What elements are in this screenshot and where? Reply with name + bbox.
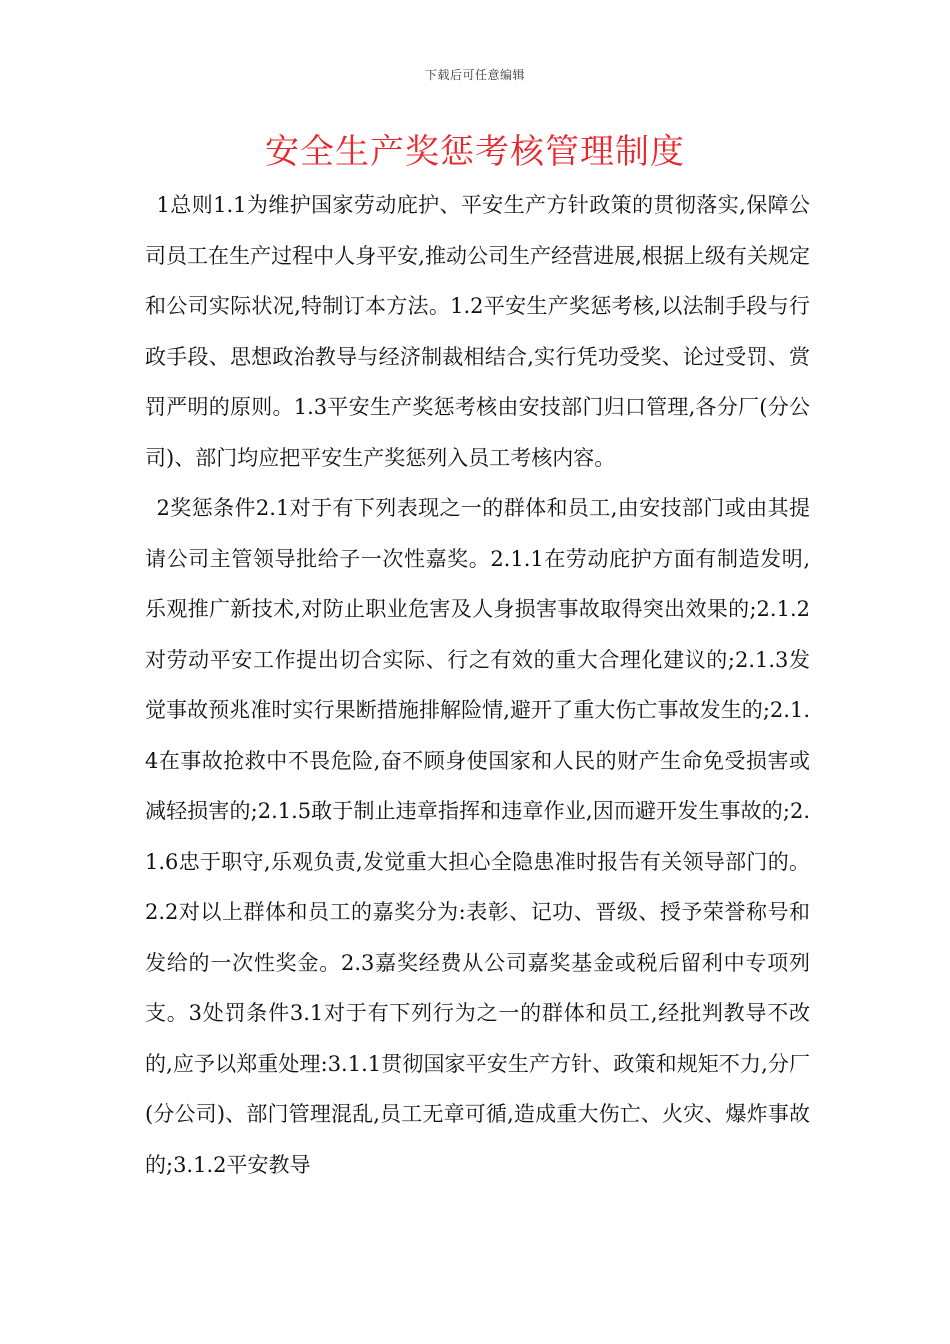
header-note: 下载后可任意编辑 bbox=[424, 68, 525, 82]
paragraph-general-provisions: 1总则1.1为维护国家劳动庇护、平安生产方针政策的贯彻落实,保障公司员工在生产过程中人身平安,推动公司生产经营进展,根据上级有关规定和公司实际状况,特制订本方法。1.2平安生产奖惩考核,以法制手段与行政手段、思想政治教导与经济制裁相结合,实行凭功受奖、论过受罚、赏罚严明的原则。1.3平安生产奖惩考核由安技部门归口管理,各分厂(分公司)、部门均应把平安生产奖惩列入员工考核内容。 bbox=[145, 193, 810, 470]
document-title: 安全生产奖惩考核管理制度 bbox=[265, 132, 685, 172]
document-body bbox=[145, 180, 810, 1190]
paragraph-reward-conditions: 2奖惩条件2.1对于有下列表现之一的群体和员工,由安技部门或由其提请公司主管领导批给子一次性嘉奖。2.1.1在劳动庇护方面有制造发明,乐观推广新技术,对防止职业危害及人身损害事故取得突出效果的;2.1.2对劳动平安工作提出切合实际、行之有效的重大合理化建议的;2.1.3发觉事故预兆准时实行果断措施排解险情,避开了重大伤亡事故发生的;2.1.4在事故抢救中不畏危险,奋不顾身使国家和人民的财产生命免受损害或减轻损害的;2.1.5敢于制止违章指挥和违章作业,因而避开发生事故的;2.1.6忠于职守,乐观负责,发觉重大担心全隐患准时报告有关领导部门的。2.2对以上群体和员工的嘉奖分为:表彰、记功、晋级、授予荣誉称号和发给的一次性奖金。2.3嘉奖经费从公司嘉奖基金或税后留利中专项列支。3处罚条件3.1对于有下列行为之一的群体和员工,经批判教导不改的,应予以郑重处理:3.1.1贯彻国家平安生产方针、政策和规矩不力,分厂(分公司)、部门管理混乱,员工无章可循,造成重大伤亡、火灾、爆炸事故的;3.1.2平安教导 bbox=[145, 496, 810, 1177]
